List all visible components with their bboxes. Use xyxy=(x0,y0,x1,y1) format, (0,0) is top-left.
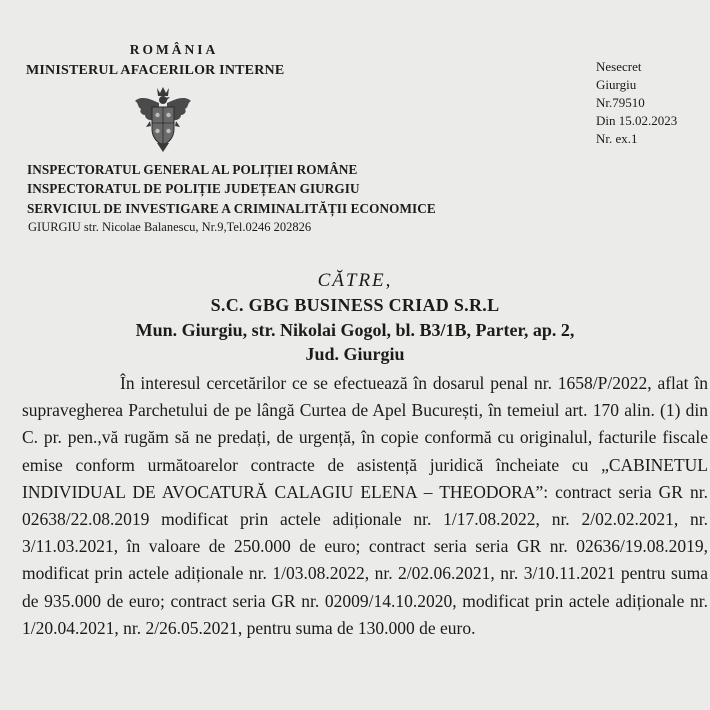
body-paragraph: În interesul cercetărilor ce se efectuează în dosarul penal nr. 1658/P/2022, aflat în supravegherea Parchetului de pe lângă Curtea de Apel București, în temeiul art. 170 alin. (1) din C. pr. pen.,vă rugăm să ne predați, de urgență, în copie conformă cu originalul, facturile fiscale emise conform următoarelor contracte de asistență juridică încheiate cu „CABINETUL INDIVIDUAL DE AVOCATURĂ CALAGIU ELENA – THEODORA”: contract seria GR nr. 02638/22.08.2019 modificat prin actele adiționale nr. 1/17.08.2022, nr. 2/02.02.2021, nr. 3/11.03.2021, în valoare de 250.000 de euro; contract seria seria GR nr. 02636/19.08.2019, modificat prin actele adiționale nr. 1/03.08.2022, nr. 2/02.06.2021, nr. 3/10.11.2021 pentru suma de 935.000 de euro; contract seria GR nr. 02009/14.10.2020, modificat prin actele adiționale nr. 1/20.04.2021, nr. 2/26.05.2021, pentru suma de 130.000 de euro. xyxy=(22,373,708,638)
romanian-coat-of-arms-icon xyxy=(133,85,193,153)
recipient-to-label: CĂTRE, xyxy=(317,270,393,291)
recipient-county: Jud. Giurgiu xyxy=(305,344,405,364)
classification-line: Nesecret xyxy=(596,59,642,74)
recipient-name: S.C. GBG BUSINESS CRIAD S.R.L xyxy=(210,295,500,315)
recipient-address: Mun. Giurgiu, str. Nikolai Gogol, bl. B3/1B, Parter, ap. 2, xyxy=(135,320,575,340)
classification-block xyxy=(596,58,677,148)
institution-address: GIURGIU str. Nicolae Balanescu, Nr.9,Tel.0246 202826 xyxy=(28,220,312,234)
institution-line: SERVICIUL DE INVESTIGARE A CRIMINALITĂȚII ECONOMICE xyxy=(27,201,436,216)
header-ministry: MINISTERUL AFACERILOR INTERNE xyxy=(26,63,285,78)
registration-date: Din 15.02.2023 xyxy=(596,113,678,128)
institution-line: INSPECTORATUL DE POLIȚIE JUDEȚEAN GIURGIU xyxy=(27,181,360,196)
registration-number: Nr.79510 xyxy=(596,95,645,110)
header-country: ROMÂNIA xyxy=(129,42,219,57)
copy-number: Nr. ex.1 xyxy=(596,131,638,146)
letter-body xyxy=(22,370,708,642)
classification-line: Giurgiu xyxy=(596,77,637,92)
institution-line: INSPECTORATUL GENERAL AL POLIȚIEI ROMÂNE xyxy=(27,162,358,177)
